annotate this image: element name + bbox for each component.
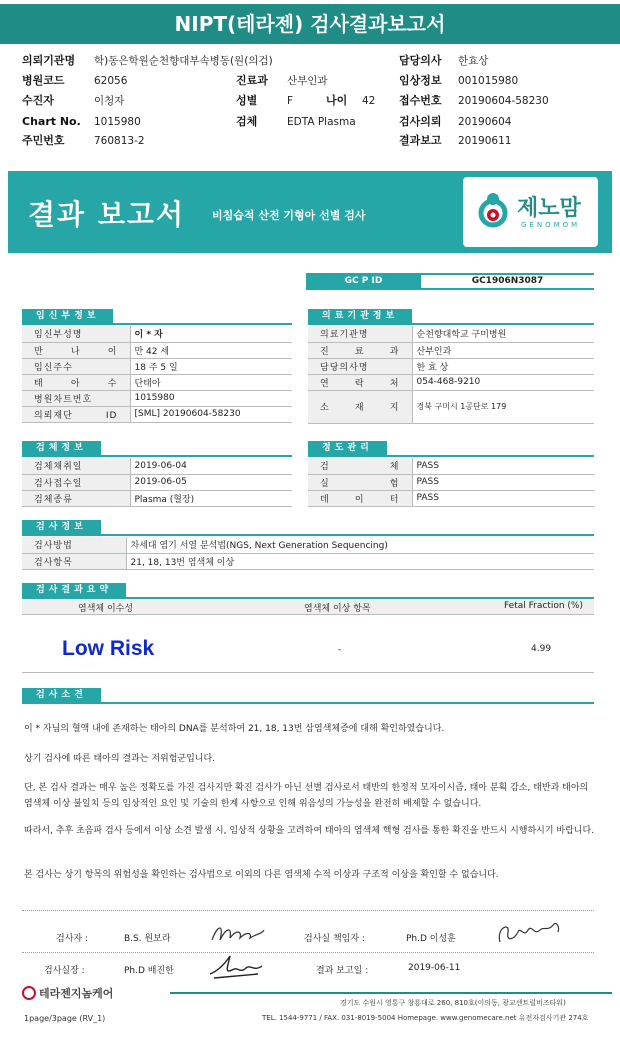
gcp-id-value: GC1906N3087	[471, 276, 544, 286]
section-title: 정도관리	[308, 441, 387, 455]
table-value: PASS	[412, 490, 594, 506]
table-key: 의뢰재단 ID	[22, 406, 130, 422]
institution-info-heading	[308, 309, 594, 325]
header-value: 20190604-58230	[458, 95, 549, 107]
table-key: 임신주수	[22, 358, 130, 374]
header-key: 병원코드	[22, 74, 65, 87]
table-row	[22, 374, 292, 390]
report-date-value: 2019-06-11	[408, 963, 461, 973]
section-title: 의료기관정보	[308, 309, 412, 323]
opinion-paragraph: 이 * 자님의 혈액 내에 존재하는 태아의 DNA를 분석하여 21, 18, 13번 삼염색체증에 대해 확인하였습니다.	[24, 724, 445, 734]
table-row	[22, 406, 292, 422]
header-value: 1015980	[94, 116, 141, 128]
header-value: 760813-2	[94, 135, 145, 147]
table-key: 실 험	[308, 474, 412, 490]
lead-label: 검사실 책임자 :	[304, 934, 365, 944]
company-name: 테라젠지놈케어	[39, 987, 114, 1000]
header-value: 학)동은학원순천향대부속병동(원(의검)	[94, 55, 273, 67]
table-value: 1015980	[130, 390, 292, 406]
table-key: 소 재 지	[308, 390, 412, 423]
test-info-table	[22, 537, 594, 570]
table-row	[308, 458, 594, 474]
header-key: 진료과	[236, 74, 268, 87]
table-key: 담당의사명	[308, 358, 412, 374]
header-row	[0, 132, 620, 150]
opinion-paragraph: 단, 본 검사 결과는 매우 높은 정확도를 가진 검사지만 확진 검사가 아닌 선별 검사로서 태반의 한정적 모자이시즘, 태아 분획 감소, 태반과 태아의 염색체 이상 불일치 등의 임상적인 요인 및 기술의 한계 사항으로 인해 위음성의 가능성을 완전히 배제할 수 없습니다.	[24, 783, 589, 809]
table-key: 검체채취일	[22, 458, 130, 474]
table-row	[22, 358, 292, 374]
table-key: 의료기관명	[308, 326, 412, 342]
specimen-info-table	[22, 458, 292, 507]
footer-address: 경기도 수원시 영통구 창룡대로 260, 810호(이의동, 광교센트럴비즈타워)	[340, 999, 566, 1007]
table-value: 054-468-9210	[412, 374, 594, 390]
header-key: Chart No.	[22, 115, 81, 128]
section-title: 검사소견	[22, 688, 101, 702]
qc-table	[308, 458, 594, 507]
table-row	[22, 553, 594, 569]
divider	[22, 614, 594, 615]
section-title: 검사결과요약	[22, 583, 126, 597]
table-key: 만 나 이	[22, 342, 130, 358]
opinion-paragraph: 상기 검사에 따른 태아의 결과는 저위험군입니다.	[24, 754, 216, 764]
table-row	[22, 458, 292, 474]
section-title: 검체정보	[22, 441, 101, 455]
chief-label: 검사실장 :	[44, 966, 85, 976]
header-key: 임상정보	[399, 74, 442, 87]
header-key: 성별	[236, 94, 258, 107]
table-row	[22, 342, 292, 358]
table-row	[22, 390, 292, 406]
genomom-logo	[463, 177, 598, 247]
header-key: 접수번호	[399, 94, 442, 107]
report-banner	[8, 171, 612, 253]
table-key: 진 료 과	[308, 342, 412, 358]
header-key: 결과보고	[399, 134, 442, 147]
header-value: EDTA Plasma	[287, 116, 356, 128]
table-row	[308, 358, 594, 374]
divider	[22, 672, 594, 673]
tester-label: 검사자 :	[56, 934, 88, 944]
table-key: 병원차트번호	[22, 390, 130, 406]
opinion-paragraph: 본 검사는 상기 항목의 위험성을 확인하는 검사법으로 이외의 다른 염색체 수적 이상과 구조적 이상을 확인할 수 없습니다.	[24, 870, 499, 880]
header-value: 한효상	[458, 55, 489, 67]
qc-heading	[308, 441, 594, 457]
table-value: 단태아	[130, 374, 292, 390]
section-title: 검사정보	[22, 520, 101, 534]
abnormal-items-value: -	[338, 645, 342, 655]
table-key: 검사항목	[22, 553, 126, 569]
table-key: 검체종류	[22, 490, 130, 506]
table-row	[308, 326, 594, 342]
header-value: 이청자	[94, 95, 125, 107]
chief-name: Ph.D 배진한	[124, 966, 174, 976]
table-value: 2019-06-04	[130, 458, 292, 474]
page-number: 1page/3page (RV_1)	[24, 1014, 106, 1023]
institution-info-table	[308, 326, 594, 424]
header-key: 나이	[326, 94, 348, 107]
test-info-heading	[22, 520, 594, 536]
report-date-label: 결과 보고일 :	[316, 966, 369, 976]
table-value: PASS	[412, 458, 594, 474]
header-value: 산부인과	[287, 75, 328, 87]
table-row	[22, 474, 292, 490]
header-value: 001015980	[458, 75, 519, 87]
table-row	[22, 326, 292, 342]
table-value: 산부인과	[412, 342, 594, 358]
column-header: 염색체 이상 항목	[304, 604, 371, 614]
tester-signature	[208, 920, 268, 948]
genomom-logo-icon	[475, 191, 511, 233]
table-key: 태 아 수	[22, 374, 130, 390]
table-row	[308, 342, 594, 358]
table-value: Plasma (혈장)	[130, 490, 292, 506]
header-key: 검사의뢰	[399, 115, 442, 128]
table-row	[308, 390, 594, 423]
header-key: 담당의사	[399, 54, 442, 67]
opinion-paragraph: 따라서, 추후 초음파 검사 등에서 이상 소견 발생 시, 임상적 상황을 고려하여 태아의 염색체 핵형 검사를 통한 확진을 반드시 시행하시기 바랍니다.	[24, 826, 595, 836]
table-row	[308, 490, 594, 506]
patient-info-heading	[22, 309, 292, 325]
fetal-fraction-value: 4.99	[531, 644, 552, 654]
header-row	[0, 72, 620, 90]
table-row	[22, 490, 292, 506]
opinion-heading	[22, 688, 594, 704]
table-row	[308, 374, 594, 390]
table-value: 차세대 염기 서열 분석법(NGS, Next Generation Sequencing)	[126, 537, 594, 553]
header-value: F	[287, 95, 294, 107]
lead-signature	[494, 918, 564, 950]
chief-signature	[206, 952, 266, 982]
table-value: 만 42 세	[130, 342, 292, 358]
table-key: 임신부성명	[22, 326, 130, 342]
table-key: 검 체	[308, 458, 412, 474]
table-value: 18 주 5 일	[130, 358, 292, 374]
divider	[22, 910, 594, 911]
header-value: 42	[362, 95, 376, 107]
table-value: 한 효 상	[412, 358, 594, 374]
summary-column-header	[22, 600, 594, 614]
logo-text: 제노맘	[517, 196, 581, 221]
patient-info-table	[22, 326, 292, 423]
table-value: 2019-06-05	[130, 474, 292, 490]
header-key: 검체	[236, 115, 258, 128]
header-value: 62056	[94, 75, 128, 87]
table-value: 순천향대학교 구미병원	[412, 326, 594, 342]
footer-divider	[170, 992, 612, 994]
table-key: 데 이 터	[308, 490, 412, 506]
banner-title: 결과 보고서	[28, 198, 185, 231]
table-value: 21, 18, 13번 염색체 이상	[126, 553, 594, 569]
table-key: 검사접수일	[22, 474, 130, 490]
company-logo-icon	[22, 986, 36, 1000]
gcp-id-label: GC P ID	[306, 275, 421, 288]
divider	[22, 952, 594, 953]
header-value: 20190611	[458, 135, 512, 147]
summary-heading	[22, 583, 594, 599]
gcp-id-box	[306, 273, 594, 290]
company-logo	[22, 985, 113, 1001]
specimen-info-heading	[22, 441, 292, 457]
risk-result: Low Risk	[62, 637, 155, 660]
table-row	[308, 474, 594, 490]
table-key: 검사방법	[22, 537, 126, 553]
header-key: 수진자	[22, 94, 54, 107]
report-title: NIPT(테라젠) 검사결과보고서	[0, 4, 620, 44]
header-row	[0, 52, 620, 70]
header-value: 20190604	[458, 116, 512, 128]
banner-subtitle: 비침습적 산전 기형아 선별 검사	[212, 209, 366, 222]
tester-name: B.S. 원보라	[124, 934, 171, 944]
header-key: 의뢰기관명	[22, 54, 76, 67]
table-value: 경북 구미시 1공단로 179	[412, 390, 594, 423]
section-title: 임신부정보	[22, 309, 113, 323]
table-value: [SML] 20190604-58230	[130, 406, 292, 422]
table-value: 이 * 자	[130, 326, 292, 342]
table-value: PASS	[412, 474, 594, 490]
footer-contact: TEL. 1544-9771 / FAX. 031-8019-5004 Homepage. www.genomecare.net 유전자검사기관 274호	[262, 1014, 589, 1022]
header-row	[0, 113, 620, 131]
header-row	[0, 92, 620, 110]
column-header: Fetal Fraction (%)	[504, 601, 583, 611]
lead-name: Ph.D 이성훈	[406, 934, 456, 944]
table-row	[22, 537, 594, 553]
logo-subtext: GENOMOM	[521, 221, 581, 229]
column-header: 염색체 이수성	[78, 604, 134, 614]
header-key: 주민번호	[22, 134, 65, 147]
table-key: 연 락 처	[308, 374, 412, 390]
